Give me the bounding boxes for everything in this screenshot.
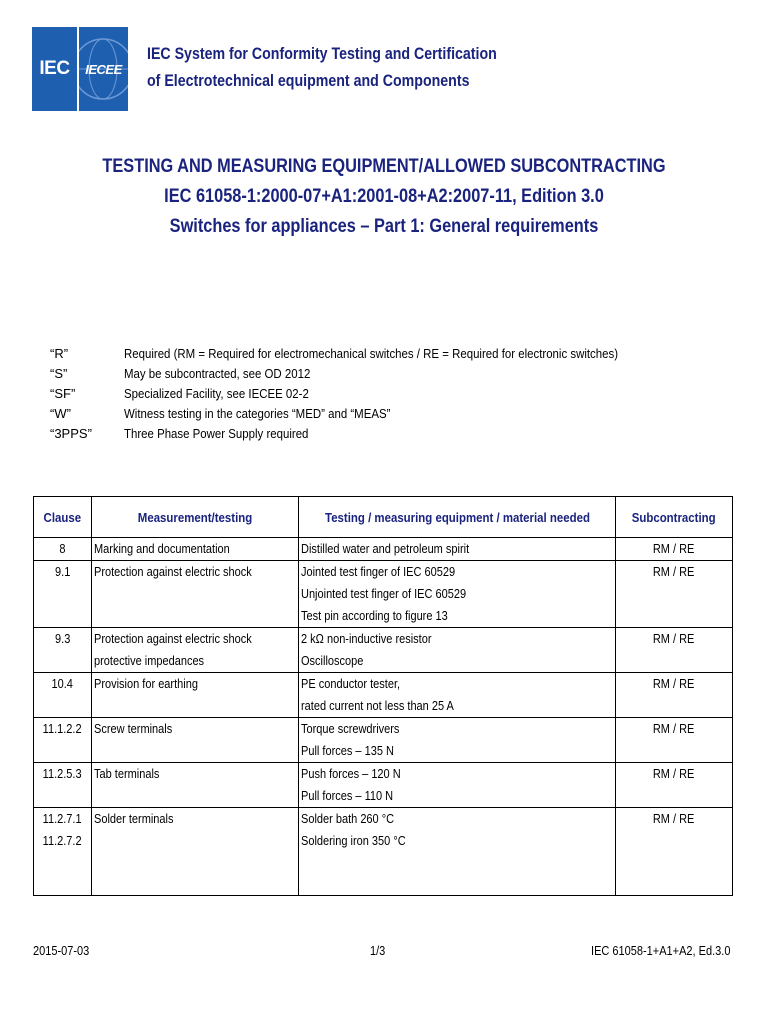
equipment-cell: Torque screwdrivers Pull forces – 135 N	[299, 718, 616, 763]
organization-line-1: IEC System for Conformity Testing and Certification	[147, 45, 497, 63]
table-row	[34, 763, 733, 808]
subcontracting-cell: RM / RE	[616, 561, 733, 628]
title-line-1: TESTING AND MEASURING EQUIPMENT/ALLOWED SUBCONTRACTING	[102, 156, 666, 177]
clause-header: Clause	[34, 497, 92, 538]
footer-date: 2015-07-03	[33, 944, 90, 958]
clause-cell: 8	[34, 538, 92, 561]
legend-code: “R”	[50, 346, 69, 361]
measurement-cell: Provision for earthing	[92, 673, 299, 718]
legend-code: “W”	[50, 406, 71, 421]
measurement-cell: Protection against electric shock	[92, 561, 299, 628]
footer-document-reference: IEC 61058-1+A1+A2, Ed.3.0	[590, 944, 730, 958]
legend-description: Three Phase Power Supply required	[124, 426, 309, 441]
subcontracting-cell: RM / RE	[616, 628, 733, 673]
document-title	[0, 152, 768, 242]
equipment-cell: Solder bath 260 °C Soldering iron 350 °C	[299, 808, 616, 896]
legend-row	[50, 384, 685, 404]
requirements-table	[33, 496, 733, 896]
subcontracting-cell: RM / RE	[616, 673, 733, 718]
iecee-logo-text: IECEE	[85, 61, 122, 77]
table-row	[34, 808, 733, 896]
measurement-header: Measurement/testing	[92, 497, 299, 538]
iec-logo	[32, 27, 77, 111]
clause-cell: 9.3	[34, 628, 92, 673]
subcontracting-cell: RM / RE	[616, 763, 733, 808]
organization-line-2: of Electrotechnical equipment and Components	[147, 72, 470, 90]
iec-logo-text: IEC	[39, 58, 70, 79]
title-line-2: IEC 61058-1:2000-07+A1:2001-08+A2:2007-11, Edition 3.0	[164, 186, 604, 207]
equipment-header: Testing / measuring equipment / material needed	[299, 497, 616, 538]
table-row	[34, 538, 733, 561]
equipment-cell: Distilled water and petroleum spirit	[299, 538, 616, 561]
table-row	[34, 628, 733, 673]
clause-cell: 11.2.5.3	[34, 763, 92, 808]
logo-group	[32, 27, 128, 111]
clause-cell: 10.4	[34, 673, 92, 718]
iecee-logo	[79, 27, 128, 111]
legend-description: Witness testing in the categories “MED” and “MEAS”	[124, 406, 391, 421]
table-row	[34, 561, 733, 628]
legend-row	[50, 364, 685, 384]
legend	[50, 344, 685, 444]
legend-row	[50, 424, 685, 444]
clause-cell: 11.1.2.2	[34, 718, 92, 763]
legend-description: Required (RM = Required for electromechanical switches / RE = Required for electronic switches)	[124, 346, 619, 361]
legend-code: “S”	[50, 366, 68, 381]
table-row	[34, 718, 733, 763]
subcontracting-cell: RM / RE	[616, 538, 733, 561]
measurement-cell: Screw terminals	[92, 718, 299, 763]
legend-row	[50, 344, 685, 364]
legend-code: “3PPS”	[50, 426, 92, 441]
legend-row	[50, 404, 685, 424]
equipment-cell: Push forces – 120 N Pull forces – 110 N	[299, 763, 616, 808]
subcontracting-header: Subcontracting	[616, 497, 733, 538]
clause-cell: 9.1	[34, 561, 92, 628]
clause-cell: 11.2.7.1 11.2.7.2	[34, 808, 92, 896]
subcontracting-cell: RM / RE	[616, 808, 733, 896]
equipment-cell: PE conductor tester, rated current not less than 25 A	[299, 673, 616, 718]
table-row	[34, 673, 733, 718]
table-header-row	[34, 497, 733, 538]
measurement-cell: Solder terminals	[92, 808, 299, 896]
legend-description: May be subcontracted, see OD 2012	[124, 366, 311, 381]
legend-code: “SF”	[50, 386, 76, 401]
measurement-cell: Tab terminals	[92, 763, 299, 808]
title-line-3: Switches for appliances – Part 1: General requirements	[169, 216, 599, 237]
measurement-cell: Protection against electric shock protective impedances	[92, 628, 299, 673]
measurement-cell: Marking and documentation	[92, 538, 299, 561]
legend-description: Specialized Facility, see IECEE 02-2	[124, 386, 309, 401]
page-footer	[0, 944, 768, 964]
organization-title	[147, 41, 497, 95]
subcontracting-cell: RM / RE	[616, 718, 733, 763]
equipment-cell: Jointed test finger of IEC 60529 Unjointed test finger of IEC 60529 Test pin according to figure 13	[299, 561, 616, 628]
page-number: 1/3	[370, 944, 386, 958]
equipment-cell: 2 kΩ non-inductive resistor Oscilloscope	[299, 628, 616, 673]
